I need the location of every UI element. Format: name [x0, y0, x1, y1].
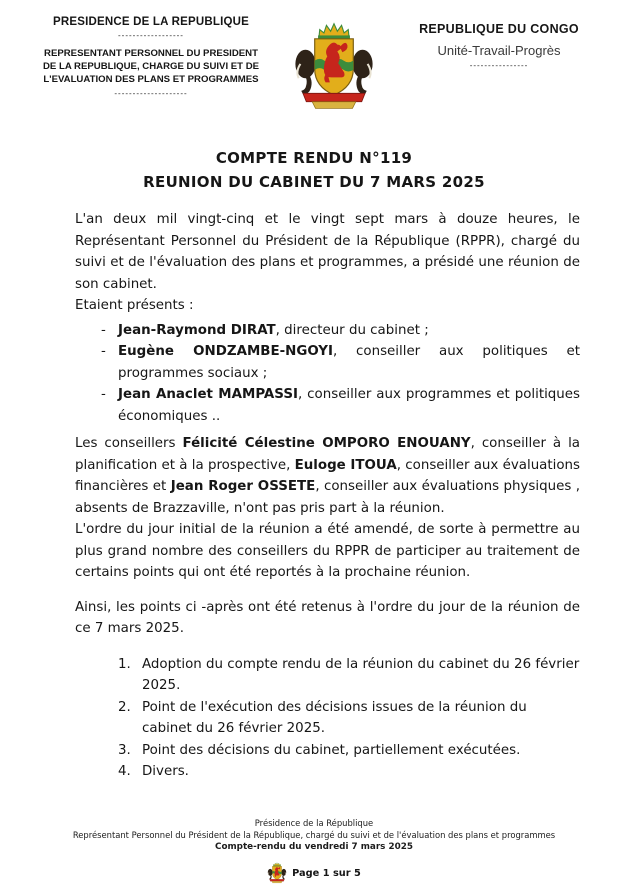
agenda-text: Point de l'exécution des décisions issues de la réunion du cabinet du 26 février 2025.	[142, 699, 527, 736]
paragraph-agenda-amendment: L'ordre du jour initial de la réunion a été amendé, de sorte à permettre au plus grand nombre des conseillers du RPPR de participer au traitement de certains points qui ont été reportés à la prochaine réunion.	[75, 522, 580, 580]
congo-coat-of-arms-small-icon	[267, 862, 287, 885]
presidency-title: PRESIDENCE DE LA REPUBLIQUE	[52, 16, 250, 28]
agenda-list	[75, 654, 580, 783]
dash-bullet: -	[101, 322, 106, 338]
coat-of-arms-container	[286, 16, 382, 116]
agenda-number: 1.	[118, 656, 131, 672]
attendee-item	[101, 320, 580, 342]
advisor-name: Jean Roger OSSETE	[170, 479, 316, 494]
attendee-role: , directeur du cabinet ;	[275, 322, 429, 338]
dash-bullet: -	[101, 344, 106, 359]
document-title-line-1: COMPTE RENDU N°119	[215, 149, 413, 167]
letterhead-left-block	[16, 16, 286, 99]
attendees-list	[75, 320, 580, 428]
document-title	[0, 146, 628, 194]
agenda-item	[118, 740, 580, 762]
footer-document-date: Compte-rendu du vendredi 7 mars 2025	[215, 842, 413, 852]
attendee-role: , conseiller aux politiques et programmes sociaux ;	[118, 344, 580, 381]
attendee-name: Jean-Raymond DIRAT	[118, 322, 276, 338]
footer-institution: Présidence de la République	[254, 818, 374, 828]
letterhead	[0, 0, 628, 116]
country-name: REPUBLIQUE DU CONGO	[419, 22, 579, 36]
congo-coat-of-arms-icon	[292, 22, 376, 116]
agenda-item	[118, 654, 580, 697]
representative-subtitle	[16, 47, 286, 86]
dash-bullet: -	[101, 387, 106, 402]
advisor-name: Euloge ITOUA	[294, 457, 397, 473]
document-title-line-2: REUNION DU CABINET DU 7 MARS 2025	[143, 173, 485, 191]
attendee-name: Jean Anaclet MAMPASSI	[118, 387, 298, 402]
paragraph-agenda-intro: Ainsi, les points ci -après ont été retenus à l'ordre du jour de la réunion de ce 7 mars 2025.	[75, 599, 580, 636]
paragraph-present-label: Etaient présents :	[75, 298, 194, 313]
paragraph-intro: L'an deux mil vingt-cinq et le vingt sept mars à douze heures, le Représentant Personnel du Président de la République (RPPR), chargé du suivi et de l'évaluation des plans et programmes, a présidé une réunion de son cabinet.	[75, 212, 580, 292]
agenda-number: 4.	[118, 764, 131, 779]
attendee-name: Eugène ONDZAMBE-NGOYI	[118, 344, 333, 359]
paragraph-absent-advisors: Les conseillers Félicité Célestine OMPORO ENOUANY, conseiller à la planification et à la prospective, Euloge ITOUA, conseiller aux évaluations financières et Jean Roger OSSETE, conseiller aux évaluations physiques , absents de Brazzaville, n'ont pas pris part à la réunion.	[75, 436, 581, 516]
subtitle-line-2: DE LA REPUBLIQUE, CHARGE DU SUIVI ET DE	[42, 61, 260, 72]
advisor-name: Félicité Célestine OMPORO ENOUANY	[182, 436, 471, 451]
attendee-item	[101, 341, 580, 384]
agenda-number: 2.	[118, 699, 131, 715]
page-number-label: Page 1 sur 5	[292, 868, 361, 879]
footer-page-row	[0, 862, 628, 885]
agenda-text: Divers.	[142, 764, 189, 779]
agenda-item	[118, 761, 580, 783]
footer-representative: Représentant Personnel du Président de la République, chargé du suivi et de l'évaluation des plans et programmes	[72, 829, 556, 840]
agenda-item	[118, 697, 580, 740]
divider-dashes: ----------------	[469, 61, 529, 70]
agenda-text: Point des décisions du cabinet, partiellement exécutées.	[142, 742, 521, 758]
agenda-text: Adoption du compte rendu de la réunion du cabinet du 26 février 2025.	[142, 656, 580, 693]
subtitle-line-3: L'EVALUATION DES PLANS ET PROGRAMMES	[43, 74, 259, 85]
divider-dashes: --------------------	[114, 89, 188, 98]
subtitle-line-1: REPRESENTANT PERSONNEL DU PRESIDENT	[44, 48, 258, 59]
attendee-item	[101, 384, 580, 427]
national-motto: Unité-Travail-Progrès	[437, 43, 561, 58]
divider-dashes: ------------------	[118, 31, 184, 40]
page-footer	[0, 818, 628, 885]
agenda-number: 3.	[118, 742, 131, 758]
attendee-role: , conseiller aux programmes et politiques économiques ..	[118, 387, 581, 424]
letterhead-right-block	[382, 16, 616, 71]
document-body	[0, 194, 628, 783]
